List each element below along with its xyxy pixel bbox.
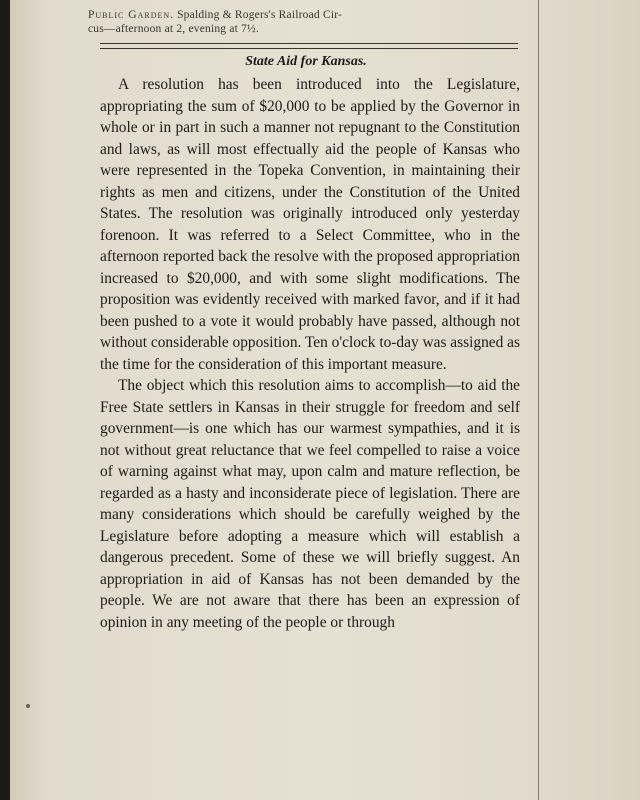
article-body	[100, 74, 520, 633]
article-headline: State Aid for Kansas.	[245, 54, 367, 69]
column-rule	[538, 0, 539, 800]
top-notice-line-1	[88, 8, 524, 22]
top-notice	[88, 8, 524, 36]
top-notice-venue: Public Garden.	[88, 9, 175, 21]
section-double-rule	[100, 43, 518, 49]
article-paragraph: A resolution has been introduced into the Legislature, appropriating the sum of $20,000 to be applied by the Governor in whole or in part in such a manner not repugnant to the Constitution and laws, as will most effectually aid the people of Kansas who were represented in the Topeka Convention, in maintaining their rights as men and citizens, under the Constitution of the United States. The resolution was originally introduced only yesterday forenoon. It was referred to a Select Committee, who in the afternoon reported back the resolve with the proposed appropriation increased to $20,000, and with some slight modifications. The proposition was evidently received with marked favor, and if it had been pushed to a vote it would probably have passed, although not without considerable opposition. Ten o'clock to-day was assigned as the time for the consideration of this important measure.	[100, 76, 520, 373]
paper-speck	[26, 704, 30, 708]
article-paragraph: The object which this resolution aims to accomplish—to aid the Free State settlers in Kansas in their struggle for freedom and self government—is one which has our warmest sympathies, and it is not without great reluctance that we feel compelled to raise a voice of warning against what may, upon calm and mature reflection, be regarded as a hasty and inconsiderate piece of legislation. There are many considerations which should be carefully weighed by the Legislature before adopting a measure which will establish a dangerous precedent. Some of these we will briefly suggest. An appropriation in aid of Kansas has not been demanded by the people. We are not aware that there has been an expression of opinion in any meeting of the people or through	[100, 377, 520, 631]
scan-shadow-edge	[0, 0, 10, 800]
top-notice-line-1-rest: Spalding & Rogers's Railroad Cir-	[174, 9, 343, 21]
top-notice-line-2: cus—afternoon at 2, evening at 7½.	[88, 23, 259, 35]
